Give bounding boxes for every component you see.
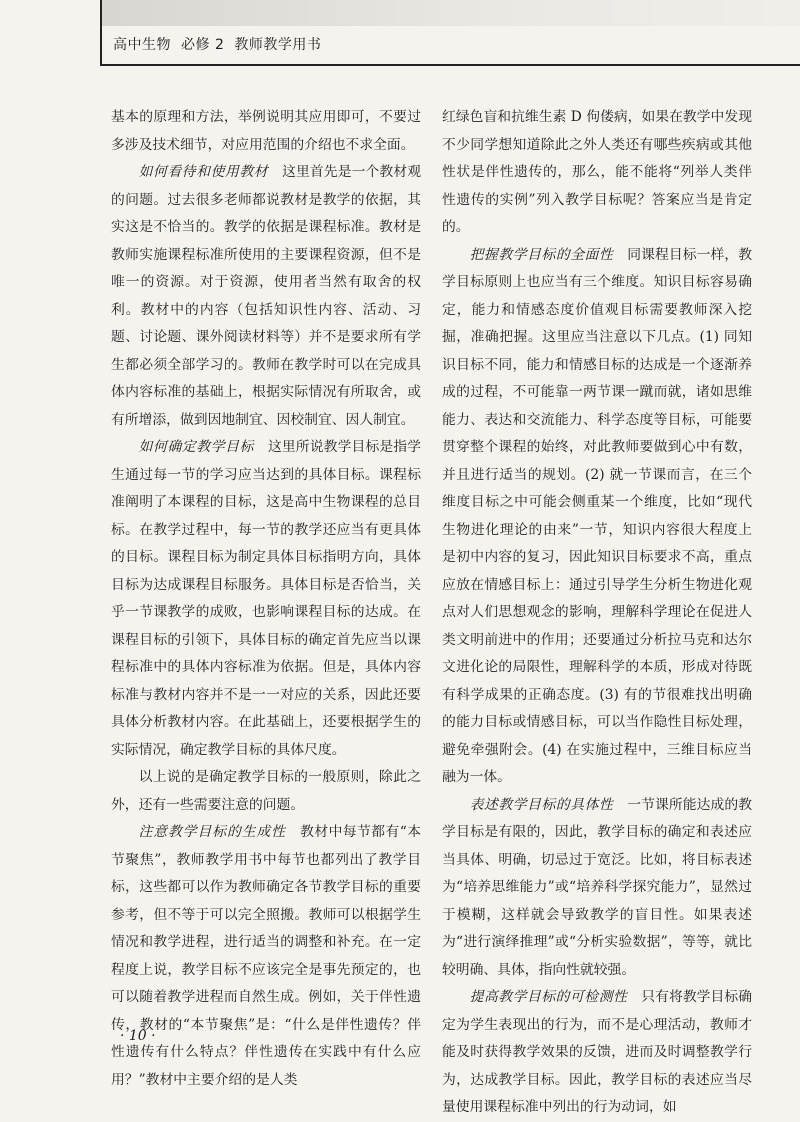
- paragraph-text: 这里所说教学目标是指学生通过每一节的学习应当达到的具体目标。课程标准阐明了本课程的目标，这是高中生物课程的总目标。在教学过程中，每一节的教学还应当有更具体的目标。课程目标为制定具体目标指明方向，具体目标为达成课程目标服务。具体目标是否恰当，关乎一节课教学的成败，也影响课程目标的达成。在课程目标的引领下，具体目标的确定首先应当以课程标准中的具体内容标准为依据。但是，具体内容标准与教材内容并不是一一对应的关系，因此还要具体分析教材内容。在此基础上，还要根据学生的实际情况，确定教学目标的具体尺度。: [111, 439, 422, 758]
- paragraph: [111, 159, 421, 434]
- header-subject: 高中生物: [113, 37, 171, 53]
- top-gray-band: [100, 0, 800, 26]
- paragraph: [111, 819, 421, 1094]
- left-column: [111, 104, 421, 1094]
- paragraph: [442, 242, 752, 792]
- section-keyword: 如何确定教学目标: [138, 439, 255, 455]
- paragraph: 以上说的是确定教学目标的一般原则，除此之外，还有一些需要注意的问题。: [111, 769, 421, 813]
- paragraph-text: 教材中每节都有“本节聚焦”，教师教学用书中每节也都列出了教学目标，这些都可以作为教师确定各节教学目标的重要参考，但不等于可以完全照搬。教师可以根据学生情况和教学进程，进行适当的调整和补充。在一定程度上说，教学目标不应该完全是事先预定的，也可以随着教学进程而自然生成。例如，关于伴性遗传，教材的“本节聚焦”是：“什么是伴性遗传？伴性遗传有什么特点？伴性遗传在实践中有什么应用？”教材中主要介绍的是人类: [111, 824, 422, 1088]
- paragraph-text: 只有将教学目标确定为学生表现出的行为，而不是心理活动，教师才能及时获得教学效果的反馈，进而及时调整教学行为，达成教学目标。因此，教学目标的表述应当尽量使用课程标准中列出的行为动词，如: [442, 989, 753, 1115]
- page-number: · 10 ·: [120, 1028, 156, 1044]
- paragraph: [442, 984, 752, 1122]
- paragraph: 基本的原理和方法，举例说明其应用即可，不要过多涉及技术细节，对应用范围的介绍也不求全面。: [111, 109, 421, 153]
- section-keyword: 提高教学目标的可检测性: [469, 989, 628, 1005]
- running-header: [113, 34, 321, 54]
- paragraph: [111, 434, 421, 764]
- section-keyword: 注意教学目标的生成性: [138, 824, 286, 840]
- header-volume: 必修 2: [181, 37, 225, 53]
- right-column: [442, 104, 752, 1122]
- section-keyword: 如何看待和使用教材: [138, 164, 269, 180]
- paragraph: [442, 792, 752, 985]
- header-book: 教师教学用书: [234, 37, 322, 53]
- paragraph: 红绿色盲和抗维生素 D 佝偻病，如果在教学中发现不少同学想知道除此之外人类还有哪些疾病或其他性状是伴性遗传的，那么，能不能将“列举人类伴性遗传的实例”列入教学目标呢？答案应当是肯定的。: [442, 109, 752, 235]
- header-horizontal-rule: [100, 64, 800, 66]
- paragraph-text: 同课程目标一样，教学目标原则上也应当有三个维度。知识目标容易确定，能力和情感态度价值观目标需要教师深入挖掘，准确把握。这里应当注意以下几点。(1) 同知识目标不同，能力和情感目标的达成是一个逐渐养成的过程，不可能靠一两节课一蹴而就，诸如思维能力、表达和交流能力、科学态度等目标，可能要贯穿整个课程的始终，对此教师要做到心中有数，并且进行适当的规划。(2) 就一节课而言，在三个维度目标之中可能会侧重某一个维度，比如“现代生物进化理论的由来”一节，知识内容很大程度上是初中内容的复习，因此知识目标要求不高，重点应放在情感目标上：通过引导学生分析生物进化观点对人们思想观念的影响，理解科学理论在促进人类文明前进中的作用；还要通过分析拉马克和达尔文进化论的局限性，理解科学的本质，形成对待既有科学成果的正确态度。(3) 有的节很难找出明确的能力目标或情感目标，可以当作隐性目标处理，避免牵强附会。(4) 在实施过程中，三维目标应当融为一体。: [442, 246, 753, 785]
- section-keyword: 把握教学目标的全面性: [469, 246, 614, 263]
- paragraph-text: 一节课所能达成的教学目标是有限的，因此，教学目标的确定和表述应当具体、明确，切忌过于宽泛。比如，将目标表述为“培养思维能力”或“培养科学探究能力”，显然过于模糊，这样就会导致教学的盲目性。如果表述为“进行演绎推理”或“分析实验数据”，等等，就比较明确、具体，指向性就较强。: [442, 796, 753, 978]
- section-keyword: 表述教学目标的具体性: [469, 796, 614, 813]
- paragraph-text: 这里首先是一个教材观的问题。过去很多老师都说教材是教学的依据，其实这是不恰当的。教学的依据是课程标准。教材是教师实施课程标准所使用的主要课程资源，但不是唯一的资源。对于资源，使用者当然有取舍的权利。教材中的内容（包括知识性内容、活动、习题、讨论题、课外阅读材料等）并不是要求所有学生都必须全部学习的。教师在教学时可以在完成具体内容标准的基础上，根据实际情况有所取舍，或有所增添，做到因地制宜、因校制宜、因人制宜。: [111, 164, 422, 428]
- header-vertical-rule: [100, 0, 102, 66]
